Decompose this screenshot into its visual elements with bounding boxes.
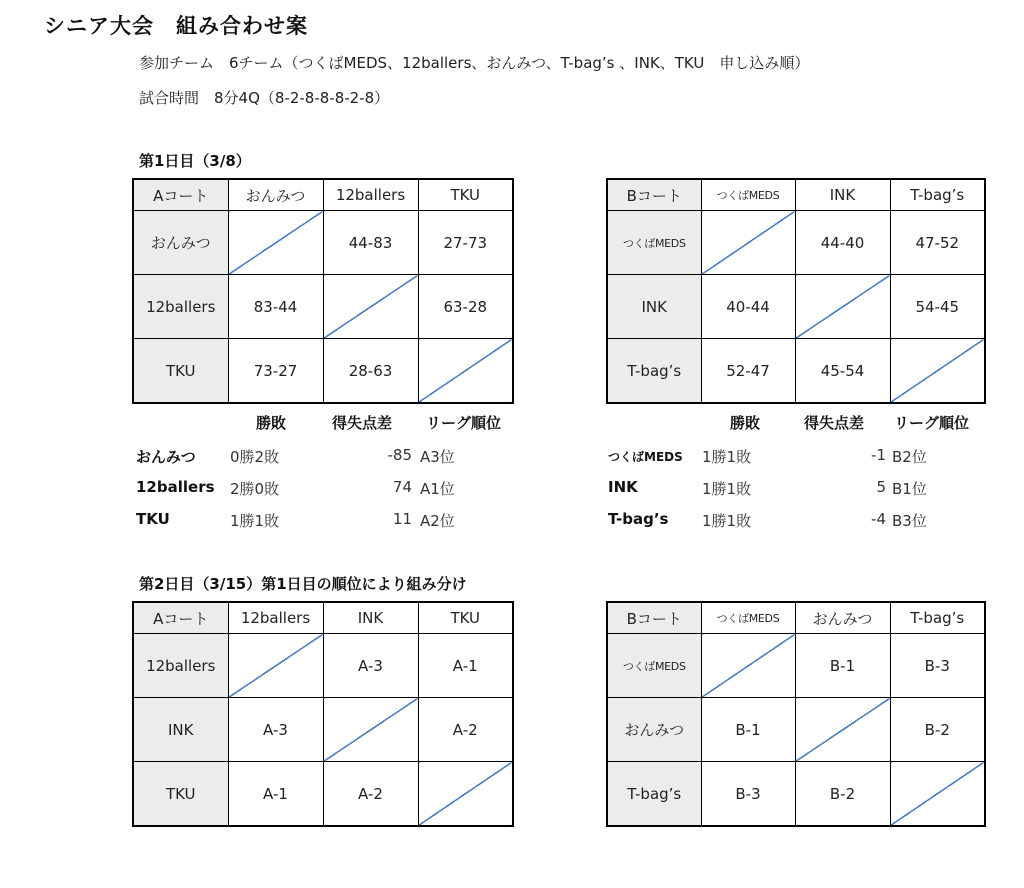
stats-row: [136, 446, 516, 476]
stats-diff: 74: [392, 478, 412, 496]
match-cell: B-3: [890, 634, 985, 698]
col-header: TKU: [418, 179, 513, 211]
stats-rank: B2位: [892, 448, 927, 466]
match-cell: A-3: [228, 698, 323, 762]
stats-row: [608, 478, 988, 508]
diagonal-cell: [323, 698, 418, 762]
stats-team: TKU: [136, 510, 170, 528]
diagonal-cell: [795, 698, 890, 762]
match-cell: B-1: [701, 698, 795, 762]
day1-court-a-stats: [136, 412, 516, 532]
col-header: つくばMEDS: [701, 179, 795, 211]
match-cell: A-3: [323, 634, 418, 698]
col-header: 12ballers: [323, 179, 418, 211]
row-header: TKU: [133, 762, 228, 827]
score-cell: 45-54: [795, 339, 890, 404]
stats-diff: 11: [392, 510, 412, 528]
stats-team: つくばMEDS: [608, 450, 683, 464]
stats-wl: 1勝1敗: [702, 512, 752, 530]
stats-team: T-bag’s: [608, 510, 669, 528]
stats-wl: 1勝1敗: [702, 480, 752, 498]
row-header: INK: [607, 275, 701, 339]
score-cell: 54-45: [890, 275, 985, 339]
stats-rank: A2位: [420, 512, 455, 530]
col-header: 12ballers: [228, 602, 323, 634]
col-header: TKU: [418, 602, 513, 634]
match-cell: A-2: [323, 762, 418, 827]
stats-team: INK: [608, 478, 638, 496]
stat-header-rank: リーグ順位: [426, 414, 502, 432]
stats-diff: 5: [876, 478, 886, 496]
stats-row: [608, 446, 988, 476]
day1-court-b-stats: [608, 412, 988, 532]
diagonal-cell: [890, 339, 985, 404]
stats-row: [608, 510, 988, 540]
row-header: おんみつ: [133, 211, 228, 275]
stats-wl: 2勝0敗: [230, 480, 280, 498]
stat-header-diff: 得失点差: [804, 414, 865, 432]
stats-diff: -85: [387, 446, 412, 464]
stats-diff: -4: [871, 510, 886, 528]
stats-wl: 1勝1敗: [702, 448, 752, 466]
day2-court-b-table: [606, 601, 986, 827]
stats-team: おんみつ: [136, 448, 196, 466]
match-cell: B-3: [701, 762, 795, 827]
stats-wl: 0勝2敗: [230, 448, 280, 466]
score-cell: 73-27: [228, 339, 323, 404]
col-header: INK: [795, 179, 890, 211]
col-header: INK: [323, 602, 418, 634]
col-header: おんみつ: [795, 602, 890, 634]
stats-row: [136, 478, 516, 508]
diagonal-cell: [701, 211, 795, 275]
col-header: T-bag’s: [890, 179, 985, 211]
score-cell: 52-47: [701, 339, 795, 404]
diagonal-cell: [228, 634, 323, 698]
stat-header-rank: リーグ順位: [894, 414, 970, 432]
stats-team: 12ballers: [136, 478, 215, 496]
match-cell: A-2: [418, 698, 513, 762]
match-cell: A-1: [418, 634, 513, 698]
stats-row: [136, 510, 516, 540]
diagonal-cell: [323, 275, 418, 339]
col-header: おんみつ: [228, 179, 323, 211]
participants-info: 参加チーム 6チーム（つくばMEDS、12ballers、おんみつ、T-bag’s 、INK、TKU 申し込み順）: [139, 54, 810, 72]
col-header: つくばMEDS: [701, 602, 795, 634]
stat-header-wl: 勝敗: [730, 414, 761, 432]
diagonal-cell: [228, 211, 323, 275]
diagonal-cell: [418, 339, 513, 404]
court-label: Bコート: [607, 602, 701, 634]
score-cell: 63-28: [418, 275, 513, 339]
match-cell: B-2: [795, 762, 890, 827]
day1-court-a-table: [132, 178, 514, 404]
score-cell: 44-40: [795, 211, 890, 275]
court-label: Aコート: [133, 179, 228, 211]
row-header: 12ballers: [133, 634, 228, 698]
row-header: INK: [133, 698, 228, 762]
score-cell: 83-44: [228, 275, 323, 339]
court-label: Bコート: [607, 179, 701, 211]
diagonal-cell: [890, 762, 985, 827]
game-time-info: 試合時間 8分4Q（8-2-8-8-8-2-8）: [139, 89, 390, 107]
stats-rank: B1位: [892, 480, 927, 498]
score-cell: 40-44: [701, 275, 795, 339]
match-cell: B-2: [890, 698, 985, 762]
diagonal-cell: [701, 634, 795, 698]
diagonal-cell: [795, 275, 890, 339]
stats-rank: A1位: [420, 480, 455, 498]
day1-heading: 第1日目（3/8）: [139, 152, 251, 170]
stat-header-diff: 得失点差: [332, 414, 393, 432]
court-label: Aコート: [133, 602, 228, 634]
score-cell: 27-73: [418, 211, 513, 275]
row-header: TKU: [133, 339, 228, 404]
stats-rank: B3位: [892, 512, 927, 530]
score-cell: 47-52: [890, 211, 985, 275]
score-cell: 44-83: [323, 211, 418, 275]
day2-court-a-table: [132, 601, 514, 827]
row-header: 12ballers: [133, 275, 228, 339]
day1-court-b-table: [606, 178, 986, 404]
row-header: T-bag’s: [607, 339, 701, 404]
row-header: T-bag’s: [607, 762, 701, 827]
document-title: シニア大会 組み合わせ案: [44, 14, 308, 38]
stats-diff: -1: [871, 446, 886, 464]
score-cell: 28-63: [323, 339, 418, 404]
match-cell: A-1: [228, 762, 323, 827]
stats-wl: 1勝1敗: [230, 512, 280, 530]
diagonal-cell: [418, 762, 513, 827]
row-header: つくばMEDS: [607, 211, 701, 275]
day2-heading: 第2日目（3/15）第1日目の順位により組み分け: [139, 575, 467, 593]
row-header: つくばMEDS: [607, 634, 701, 698]
stat-header-wl: 勝敗: [256, 414, 287, 432]
match-cell: B-1: [795, 634, 890, 698]
col-header: T-bag’s: [890, 602, 985, 634]
stats-rank: A3位: [420, 448, 455, 466]
row-header: おんみつ: [607, 698, 701, 762]
